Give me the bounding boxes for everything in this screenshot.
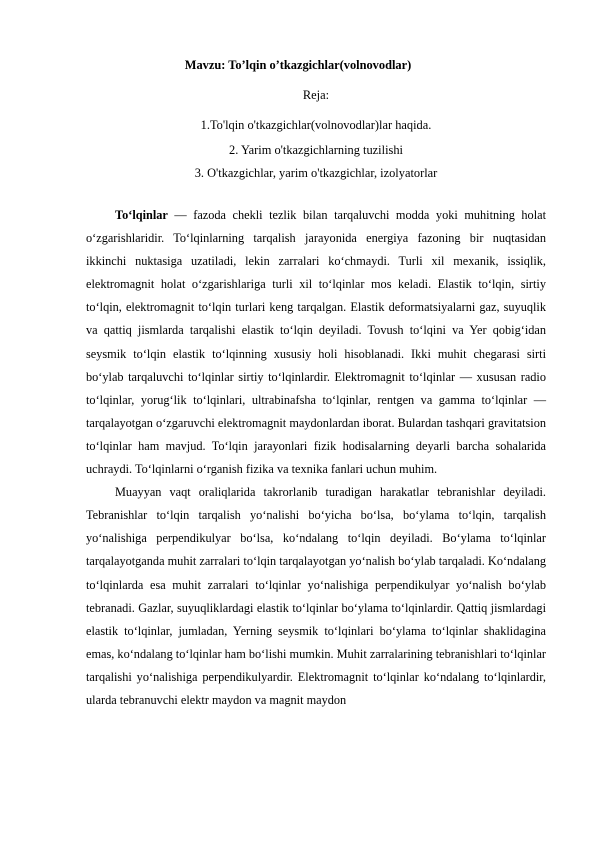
plan-item-2: 2. Yarim o'tkazgichlarning tuzilishi (229, 143, 403, 157)
plan-item-1: 1.To'lqin o'tkazgichlar(volnovodlar)lar haqida. (200, 118, 432, 132)
paragraph-2 (86, 481, 546, 712)
paragraph-1 (86, 204, 546, 481)
paragraph-2-text: Muayyan vaqt oraliqlarida takrorlanib turadigan harakatlar tebranishlar deyiladi. Tebranishlar to‘lqin tarqalish yo‘nalishi bo‘yicha bo‘lsa, bo‘ylama to‘lqin, tarqalish yo‘nalishiga perpendikulyar bo‘lsa, ko‘ndalang to‘lqin deyiladi. Bo‘ylama to‘lqinlar tarqalayotganda muhit zarralari to‘lqin tarqalayotgan yo‘nalish bo‘ylab tarqaladi. Ko‘ndalang to‘lqinlarda esa muhit zarralari to‘lqinlar yo‘nalishiga perpendikulyar yo‘nalish bo‘ylab tebranadi. Gazlar, suyuqliklardagi elastik to‘lqinlar bo‘ylama to‘lqinlardir. Qattiq jismlardagi elastik to‘lqinlar, jumladan, Yerning seysmik to‘lqinlari bo‘ylama to‘lqinlar shaklidagina emas, ko‘ndalang to‘lqinlar ham bo‘lishi mumkin. Muhit zarralarining tebranishlari to‘lqinlar tarqalishi yo‘nalishiga perpendikulyardir. Elektromagnit to‘lqinlar ko‘ndalang to‘lqinlardir, ularda tebranuvchi elektr maydon va magnit maydon (86, 485, 546, 707)
paragraph-1-text: — fazoda chekli tezlik bilan tarqaluvchi modda yoki muhitning holat o‘zgarishlaridir. To‘lqinlarning tarqalish jarayonida energiya fazoning bir nuqtasidan ikkinchi nuktasiga uzatiladi, lekin zarralari ko‘chmaydi. Turli xil mexanik, issiqlik, elektromagnit holat o‘zgarishlariga turli xil to‘lqinlar mos keladi. Elastik to‘lqin, sirtiy to‘lqin, elektromagnit to‘lqin turlari keng tarqalgan. Elastik deformatsiyalarni gaz, suyuqlik va qattiq jismlarda tarqalishi elastik to‘lqin deyiladi. Tovush to‘lqini va Yer qobig‘idan seysmik to‘lqin elastik to‘lqinning xususiy holi hisoblanadi. Ikki muhit chegarasi sirti bo‘ylab tarqaluvchi to‘lqinlar sirtiy to‘lqinlardir. Elektromagnit to‘lqinlar — xususan radio to‘lqinlar, yorug‘lik to‘lqinlari, ultrabinafsha to‘lqinlar, rentgen va gamma to‘lqinlar — tarqalayotgan o‘zgaruvchi elektromagnit maydonlardan iborat. Bulardan tashqari gravitatsion to‘lqinlar ham mavjud. To‘lqin jarayonlari fizik hodisalarning deyarli barcha sohalarida uchraydi. To‘lqinlarni o‘rganish fizika va texnika fanlari uchun muhim. (86, 208, 546, 477)
term-waves: To‘lqinlar (115, 208, 168, 222)
document-title: Mavzu: To’lqin o’tkazgichlar(volnovodlar) (184, 58, 412, 72)
body-text (86, 204, 546, 712)
plan-item-3: 3. O'tkazgichlar, yarim o'tkazgichlar, izolyatorlar (194, 166, 438, 180)
plan-heading: Reja: (302, 88, 330, 102)
